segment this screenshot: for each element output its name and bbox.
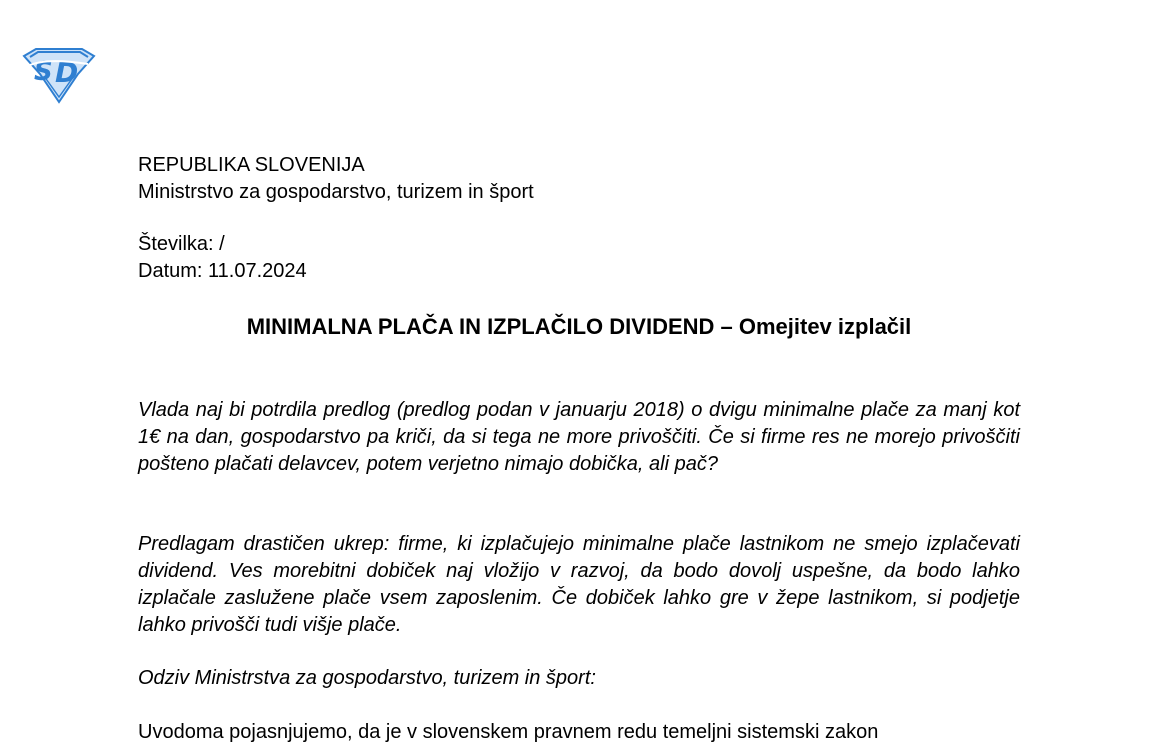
response-paragraph: Uvodoma pojasnjujemo, da je v slovenskem pravnem redu temeljni sistemski zakon <box>138 721 879 743</box>
initiative-paragraph-2: Predlagam drastičen ukrep: firme, ki izplačujejo minimalne plače lastnikom ne smejo izplačevati dividend. Ves morebitni dobiček naj vložijo v razvoj, da bodo dovolj uspešne, da bodo lahko izplačale zaslužene plače vsem zaposlenim. Če dobiček lahko gre v žepe lastnikom, si podjetje lahko privošči tudi višje plače. <box>138 533 1020 636</box>
svg-text:D: D <box>55 56 79 89</box>
header-country: REPUBLIKA SLOVENIJA <box>138 154 365 176</box>
response-heading: Odziv Ministrstva za gospodarstvo, turizem in šport: <box>138 667 596 689</box>
document-meta <box>138 231 307 285</box>
date-label: Datum: <box>138 260 203 282</box>
document-title: MINIMALNA PLAČA IN IZPLAČILO DIVIDEND – Omejitev izplačil <box>246 314 912 339</box>
document-number <box>138 231 307 258</box>
logo-icon <box>22 46 96 104</box>
date-value: 11.07.2024 <box>208 260 307 282</box>
document-date <box>138 258 307 285</box>
header-ministry: Ministrstvo za gospodarstvo, turizem in šport <box>138 181 534 203</box>
initiative-paragraph-1: Vlada naj bi potrdila predlog (predlog podan v januarju 2018) o dvigu minimalne plače za manj kot 1€ na dan, gospodarstvo pa kriči, da si tega ne more privoščiti. Če si firme res ne morejo privoščiti pošteno plačati delavcev, potem verjetno nimajo dobička, ali pač? <box>138 399 1020 475</box>
number-value: / <box>219 233 225 255</box>
letter-header <box>138 152 534 206</box>
svg-text:S: S <box>34 57 53 87</box>
number-label: Številka: <box>138 233 214 255</box>
